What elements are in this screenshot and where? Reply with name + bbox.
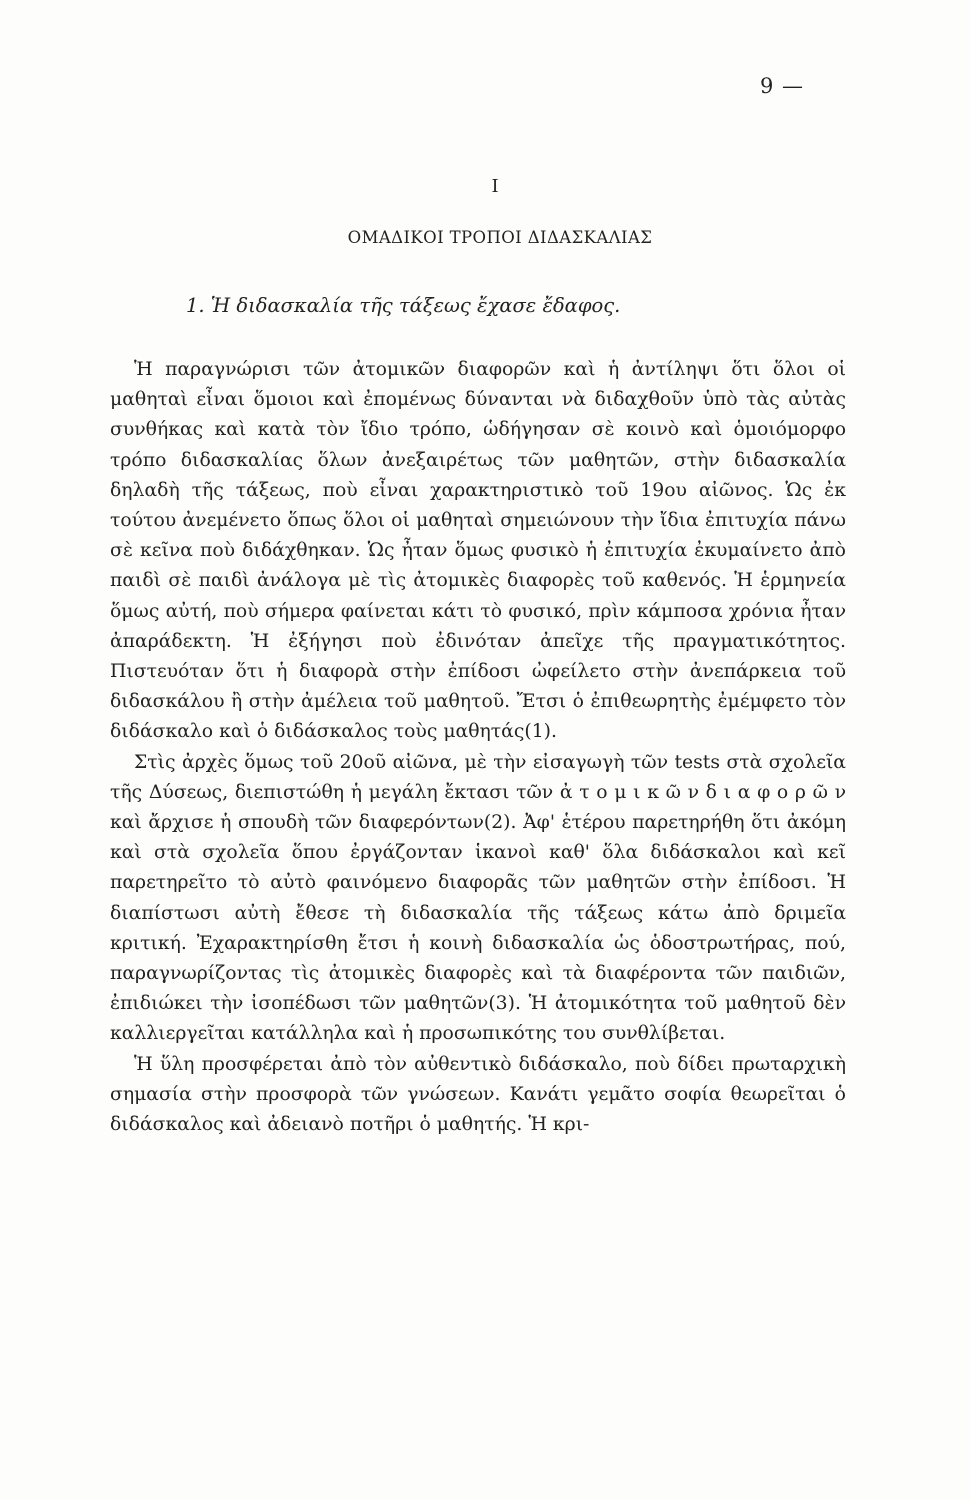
page-number: 9 — <box>760 74 805 98</box>
paragraph-3: Ἡ ὕλη προσφέρεται ἀπὸ τὸν αὐθεντικὸ διδάσκαλο, ποὺ δίδει πρωταρχικὴ σημασία στὴν προσφορὰ τῶν γνώσεων. Κανάτι γεμᾶτο σοφία θεωρεῖται ὁ διδάσκαλος καὶ ἀδειανὸ ποτῆρι ὁ μαθητής. Ἡ κρι- <box>110 1053 846 1136</box>
section-heading: 1. Ἡ διδασκαλία τῆς τάξεως ἔχασε ἔδαφος. <box>186 294 621 317</box>
paragraph-1: Ἡ παραγνώρισι τῶν ἀτομικῶν διαφορῶν καὶ ἡ ἀντίληψι ὅτι ὅλοι οἱ μαθηταὶ εἶναι ὅμοιοι καὶ ἐπομένως δύνανται νὰ διδαχθοῦν ὑπὸ τὰς αὐτὰς συνθήκας καὶ κατὰ τὸν ἴδιο τρόπο, ὡδήγησαν σὲ κοινὸ καὶ ὁμοιόμορφο τρόπο διδασκαλίας ὅλων ἀνεξαιρέτως τῶν μαθητῶν, στὴν διδασκαλία δηλαδὴ τῆς τάξεως, ποὺ εἶναι χαρακτηριστικὸ τοῦ 19ου αἰῶνος. Ὡς ἐκ τούτου ἀνεμένετο ὅπως ὅλοι οἱ μαθηταὶ σημειώνουν τὴν ἴδια ἐπιτυχία πάνω σὲ κεῖνα ποὺ διδάχθηκαν. Ὡς ἦταν ὅμως φυσικὸ ἡ ἐπιτυχία ἐκυμαίνετο ἀπὸ παιδὶ σὲ παιδὶ ἀνάλογα μὲ τὶς ἀτομικὲς διαφορὲς τοῦ καθενός. Ἡ ἑρμηνεία ὅμως αὐτή, ποὺ σήμερα φαίνεται κάτι τὸ φυσικό, πρὶν κάμποσα χρόνια ἦταν ἀπαράδεκτη. Ἡ ἐξήγησι ποὺ ἐδινόταν ἀπεῖχε τῆς πραγματικότητος. Πιστευόταν ὅτι ἡ διαφορὰ στὴν ἐπίδοσι ὠφείλετο στὴν ἀνεπάρκεια τοῦ διδασκάλου ἢ στὴν ἀμέλεια τοῦ μαθητοῦ. Ἔτσι ὁ ἐπιθεωρητὴς ἐμέμφετο τὸν διδάσκαλο καὶ ὁ διδάσκαλος τοὺς μαθητάς(1). <box>110 359 846 743</box>
body-text <box>110 355 846 1140</box>
chapter-title: ΟΜΑΔΙΚΟΙ ΤΡΟΠΟΙ ΔΙΔΑΣΚΑΛΙΑΣ <box>347 228 653 247</box>
paragraph-2: Στὶς ἀρχὲς ὅμως τοῦ 20οῦ αἰῶνα, μὲ τὴν εἰσαγωγὴ τῶν tests στὰ σχολεῖα τῆς Δύσεως, διεπιστώθη ἡ μεγάλη ἔκτασι τῶν ἀ τ ο μ ι κ ῶ ν δ ι α φ ο ρ ῶ ν καὶ ἄρχισε ἡ σπουδὴ τῶν διαφερόντων(2). Ἀφ' ἑτέρου παρετηρήθη ὅτι ἀκόμη καὶ στὰ σχολεῖα ὅπου ἐργάζονταν ἱκανοὶ καθ' ὅλα διδάσκαλοι καὶ κεῖ παρετηρεῖτο τὸ αὐτὸ φαινόμενο διαφορᾶς τῶν μαθητῶν στὴν ἐπίδοσι. Ἡ διαπίστωσι αὐτὴ ἔθεσε τὴ διδασκαλία τῆς τάξεως κάτω ἀπὸ δριμεῖα κριτική. Ἐχαρακτηρίσθη ἔτσι ἡ κοινὴ διδασκαλία ὡς ὁδοστρωτήρας, πού, παραγνωρίζοντας τὶς ἀτομικὲς διαφορὲς καὶ τὰ διαφέροντα τῶν παιδιῶν, ἐπιδιώκει τὴν ἰσοπέδωσι τῶν μαθητῶν(3). Ἡ ἀτομικότητα τοῦ μαθητοῦ δὲν καλλιεργεῖται κατάλληλα καὶ ἡ προσωπικότης του συνθλίβεται. <box>110 751 846 1045</box>
chapter-numeral: I <box>491 176 499 197</box>
